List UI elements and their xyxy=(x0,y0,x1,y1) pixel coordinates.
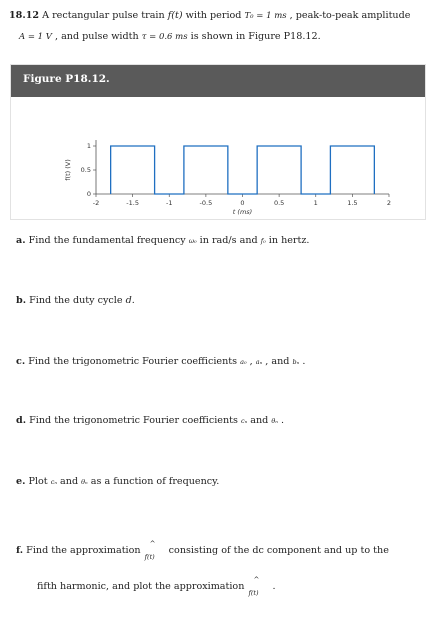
problem-text: , and pulse width xyxy=(51,31,142,42)
question-b-text2: . xyxy=(131,295,135,306)
question-e-text2: and xyxy=(57,476,82,487)
cn-symbol: cₙ xyxy=(240,417,248,425)
f-hat-symbol-2: ^ f(t) xyxy=(248,576,260,597)
question-d-text: Find the trigonometric Fourier coefficients xyxy=(26,415,241,426)
problem-text: is shown in Figure P18.12. xyxy=(187,31,321,42)
question-b-label: b. xyxy=(16,295,27,306)
question-f-line2 xyxy=(37,576,276,597)
question-e-text: Plot xyxy=(25,476,51,487)
y-axis-label: f(t) (V) xyxy=(64,159,72,181)
x-axis-label: t (ms) xyxy=(232,208,253,216)
x-tick-label: 0 xyxy=(240,199,245,207)
pulse-train-line xyxy=(111,146,375,194)
question-c xyxy=(16,356,305,367)
x-tick-label: -1 xyxy=(166,199,173,207)
question-a-text3: in hertz. xyxy=(265,235,310,246)
question-c-text2: , and xyxy=(262,356,293,367)
tau-symbol: τ = 0.6 ms xyxy=(141,32,188,42)
question-d-text2: and xyxy=(247,415,272,426)
question-a xyxy=(16,235,309,246)
f0-symbol: f₀ xyxy=(260,237,266,245)
period-symbol: T₀ = 1 ms xyxy=(244,11,287,21)
x-tick-label: 0.5 xyxy=(273,199,285,207)
question-e xyxy=(16,476,219,487)
question-f-text2: consisting of the dc component and up to the xyxy=(165,545,389,556)
pulse-train-chart xyxy=(11,97,425,217)
figure-title: Figure P18.12. xyxy=(23,73,110,85)
x-tick-label: 1 xyxy=(313,199,318,207)
question-a-text: Find the fundamental frequency xyxy=(25,235,189,246)
x-tick-label: -2 xyxy=(92,199,100,207)
question-a-text2: in rad/s and xyxy=(196,235,261,246)
question-e-text3: as a function of frequency. xyxy=(87,476,220,487)
question-f-text: Find the approximation xyxy=(23,545,144,556)
y-tick-label: 0.5 xyxy=(80,166,91,175)
question-f xyxy=(16,540,436,561)
problem-text: A rectangular pulse train xyxy=(42,10,168,21)
y-tick-label: 1 xyxy=(86,142,91,151)
an-symbol: aₙ xyxy=(255,358,263,366)
x-tick-label: 1.5 xyxy=(347,199,358,207)
question-c-sep: , xyxy=(246,356,256,367)
x-tick-label: -0.5 xyxy=(199,199,213,207)
a0-symbol: a₀ xyxy=(240,358,247,366)
problem-statement-line2 xyxy=(19,29,439,45)
x-tick-label: 2 xyxy=(386,199,392,207)
thetan-symbol: θₙ xyxy=(81,478,88,486)
figure-card xyxy=(10,64,426,220)
omega0-symbol: ω₀ xyxy=(188,237,197,245)
f-hat-symbol: ^ f(t) xyxy=(144,540,156,561)
problem-number: 18.12 xyxy=(9,10,40,21)
y-tick-label: 0 xyxy=(86,190,91,199)
question-f-text3: fifth harmonic, and plot the approximation xyxy=(37,581,248,592)
question-d-label: d. xyxy=(16,415,27,426)
question-a-label: a. xyxy=(16,235,26,246)
hat-mark: ^ xyxy=(149,540,156,548)
duty-cycle-symbol: d xyxy=(125,295,132,306)
f-symbol: f(t) xyxy=(167,10,183,21)
question-c-label: c. xyxy=(16,356,26,367)
figure-header xyxy=(11,65,425,97)
question-b xyxy=(16,295,135,306)
question-e-label: e. xyxy=(16,476,26,487)
x-tick-label: -1.5 xyxy=(126,199,139,207)
question-f-label: f. xyxy=(16,545,24,556)
question-c-end: . xyxy=(299,356,306,367)
question-c-text: Find the trigonometric Fourier coefficients xyxy=(25,356,241,367)
hat-mark: ^ xyxy=(253,576,260,584)
question-f-end: . xyxy=(269,581,276,592)
problem-text: with period xyxy=(182,10,245,21)
cn-symbol: cₙ xyxy=(50,478,57,486)
amplitude-symbol: A = 1 V xyxy=(19,32,52,42)
question-d xyxy=(16,415,284,426)
thetan-symbol: θₙ xyxy=(271,417,278,425)
bn-symbol: bₙ xyxy=(292,358,300,366)
problem-statement xyxy=(9,8,439,24)
problem-text: , peak-to-peak amplitude xyxy=(286,10,411,21)
question-b-text: Find the duty cycle xyxy=(26,295,126,306)
question-d-end: . xyxy=(277,415,285,426)
